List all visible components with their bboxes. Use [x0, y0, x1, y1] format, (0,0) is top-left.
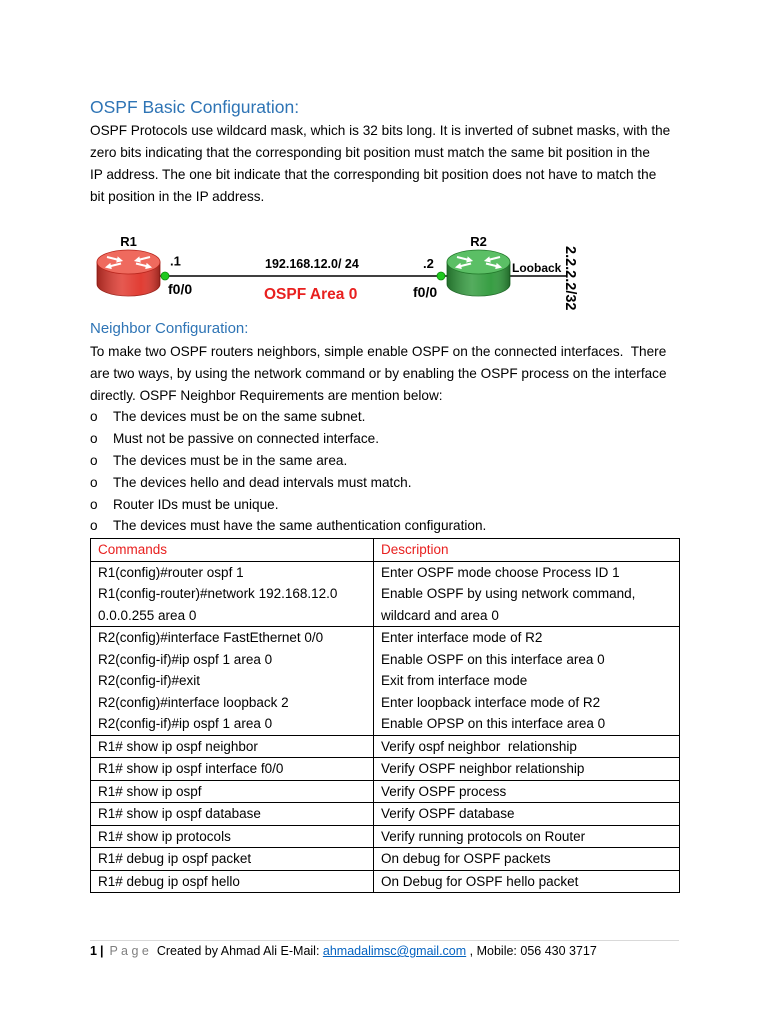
r2-interface-dot: [437, 272, 445, 280]
paragraph-line: directly. OSPF Neighbor Requirements are mention below:: [90, 387, 443, 403]
table-row: [91, 870, 680, 893]
command-cell: [91, 758, 374, 781]
list-item: [90, 472, 690, 494]
command-line: R1# show ip ospf: [98, 783, 202, 799]
command-cell: [91, 561, 374, 627]
paragraph-line: IP address. The one bit indicate that the corresponding bit position does not have to match the: [90, 167, 657, 182]
r2-router-top: [447, 250, 510, 274]
command-line: R1# show ip ospf interface f0/0: [98, 761, 284, 776]
footer-mobile: , Mobile: 056 430 3717: [466, 944, 597, 958]
commands-table: [90, 538, 680, 893]
command-cell: [91, 803, 374, 826]
bullet-marker: o: [90, 474, 98, 490]
footer-divider: [90, 940, 679, 941]
command-line: R2(config)#interface loopback 2: [98, 694, 289, 710]
r1-interface-dot: [161, 272, 169, 280]
email-link[interactable]: ahmadalimsc@gmail.com: [322, 944, 467, 958]
table-row: [91, 825, 680, 848]
description-line: Enter interface mode of R2: [381, 630, 543, 645]
description-cell: [374, 803, 680, 826]
intro-paragraph: [90, 120, 690, 208]
list-item: [90, 428, 690, 450]
r1-label: R1: [120, 234, 137, 249]
command-line: R2(config-if)#ip ospf 1 area 0: [98, 651, 273, 667]
page-title: OSPF Basic Configuration:: [90, 97, 300, 117]
command-line: R1# debug ip ospf packet: [98, 851, 252, 866]
list-item: [90, 515, 690, 537]
table-row: [91, 803, 680, 826]
bullet-marker: o: [90, 431, 98, 447]
description-cell: [374, 627, 680, 736]
r2-label: R2: [470, 234, 487, 249]
command-line: R1# debug ip ospf hello: [98, 873, 240, 889]
command-line: 0.0.0.255 area 0: [98, 607, 197, 623]
column-header-commands: [91, 539, 374, 562]
r1-interface-label: f0/0: [168, 281, 193, 297]
bullet-marker: o: [90, 496, 98, 512]
table-row: [91, 561, 680, 627]
requirements-list: [90, 406, 690, 537]
r2-ip-suffix: .2: [423, 256, 434, 271]
description-line: wildcard and area 0: [381, 607, 499, 623]
table-row: [91, 848, 680, 871]
paragraph-line: zero bits indicating that the corresponding bit position must match the same bit position in the: [90, 145, 650, 160]
bullet-marker: o: [90, 518, 98, 534]
r1-router-icon: [97, 250, 160, 296]
command-cell: [91, 870, 374, 893]
command-line: R1# show ip ospf neighbor: [98, 738, 258, 754]
command-line: R1(config-router)#network 192.168.12.0: [98, 586, 338, 601]
description-line: Verify OSPF database: [381, 806, 515, 821]
header-text: Commands: [98, 542, 168, 557]
command-line: R1# show ip protocols: [98, 828, 231, 844]
table-row: [91, 735, 680, 758]
description-line: Verify running protocols on Router: [381, 828, 586, 844]
list-item-text: Must not be passive on connected interface.: [113, 431, 379, 447]
description-line: Exit from interface mode: [381, 673, 528, 688]
r2-router-icon: [447, 250, 510, 296]
list-item-text: The devices hello and dead intervals must match.: [113, 474, 412, 490]
table-header-row: [91, 539, 680, 562]
command-line: R2(config)#interface FastEthernet 0/0: [98, 630, 324, 645]
table-row: [91, 758, 680, 781]
section-heading-neighbor-configuration: Neighbor Configuration:: [90, 320, 249, 337]
command-line: R2(config-if)#exit: [98, 673, 201, 688]
bullet-marker: o: [90, 409, 98, 425]
header-text: Description: [381, 542, 449, 557]
loopback-address: 2.2.2.2/32: [562, 246, 578, 311]
description-line: Enter OSPF mode choose Process ID 1: [381, 564, 620, 580]
description-cell: [374, 780, 680, 803]
page-word: P a g e: [109, 944, 149, 958]
paragraph-line: OSPF Protocols use wildcard mask, which is 32 bits long. It is inverted of subnet masks, with the: [90, 123, 671, 138]
table-row: [91, 627, 680, 736]
r2-interface-label: f0/0: [413, 284, 438, 300]
list-item: [90, 450, 690, 472]
description-line: Enter loopback interface mode of R2: [381, 694, 601, 710]
list-item-text: The devices must have the same authentication configuration.: [113, 518, 487, 534]
paragraph-line: bit position in the IP address.: [90, 189, 265, 204]
description-line: Enable OSPF on this interface area 0: [381, 651, 605, 667]
command-cell: [91, 780, 374, 803]
description-line: On debug for OSPF packets: [381, 851, 551, 866]
footer-credit: Created by Ahmad Ali E-Mail:: [156, 944, 323, 958]
command-cell: [91, 735, 374, 758]
r1-ip-suffix: .1: [170, 253, 181, 269]
neighbor-section: [90, 341, 690, 537]
ospf-area-label: OSPF Area 0: [264, 286, 358, 303]
command-line: R1(config)#router ospf 1: [98, 564, 244, 580]
description-line: On Debug for OSPF hello packet: [381, 873, 579, 889]
command-cell: [91, 848, 374, 871]
paragraph-line: To make two OSPF routers neighbors, simple enable OSPF on the connected interfaces. There: [90, 344, 667, 359]
description-cell: [374, 735, 680, 758]
list-item: [90, 406, 690, 428]
description-cell: [374, 561, 680, 627]
command-line: R2(config-if)#ip ospf 1 area 0: [98, 716, 273, 731]
description-cell: [374, 825, 680, 848]
paragraph-line: are two ways, by using the network command or by enabling the OSPF process on the interface: [90, 365, 667, 381]
r1-router-top: [97, 250, 160, 274]
network-topology-diagram: [0, 228, 768, 328]
page-number: 1: [90, 944, 97, 958]
network-address: 192.168.12.0/ 24: [265, 257, 359, 271]
loopback-label: Looback: [512, 261, 562, 275]
command-line: R1# show ip ospf database: [98, 806, 261, 821]
description-line: Enable OSPF by using network command,: [381, 586, 636, 601]
bullet-marker: o: [90, 452, 98, 468]
list-item-text: Router IDs must be unique.: [113, 496, 279, 512]
description-cell: [374, 758, 680, 781]
command-cell: [91, 627, 374, 736]
column-header-description: [374, 539, 680, 562]
description-line: Verify ospf neighbor relationship: [381, 738, 577, 754]
list-item: [90, 494, 690, 516]
page-footer: [90, 943, 597, 959]
list-item-text: The devices must be in the same area.: [113, 452, 348, 468]
command-cell: [91, 825, 374, 848]
description-cell: [374, 848, 680, 871]
page-separator: |: [99, 944, 104, 958]
list-item-text: The devices must be on the same subnet.: [113, 409, 366, 425]
description-line: Verify OSPF neighbor relationship: [381, 761, 585, 776]
description-line: Verify OSPF process: [381, 783, 507, 799]
description-line: Enable OPSP on this interface area 0: [381, 716, 606, 731]
description-cell: [374, 870, 680, 893]
table-row: [91, 780, 680, 803]
